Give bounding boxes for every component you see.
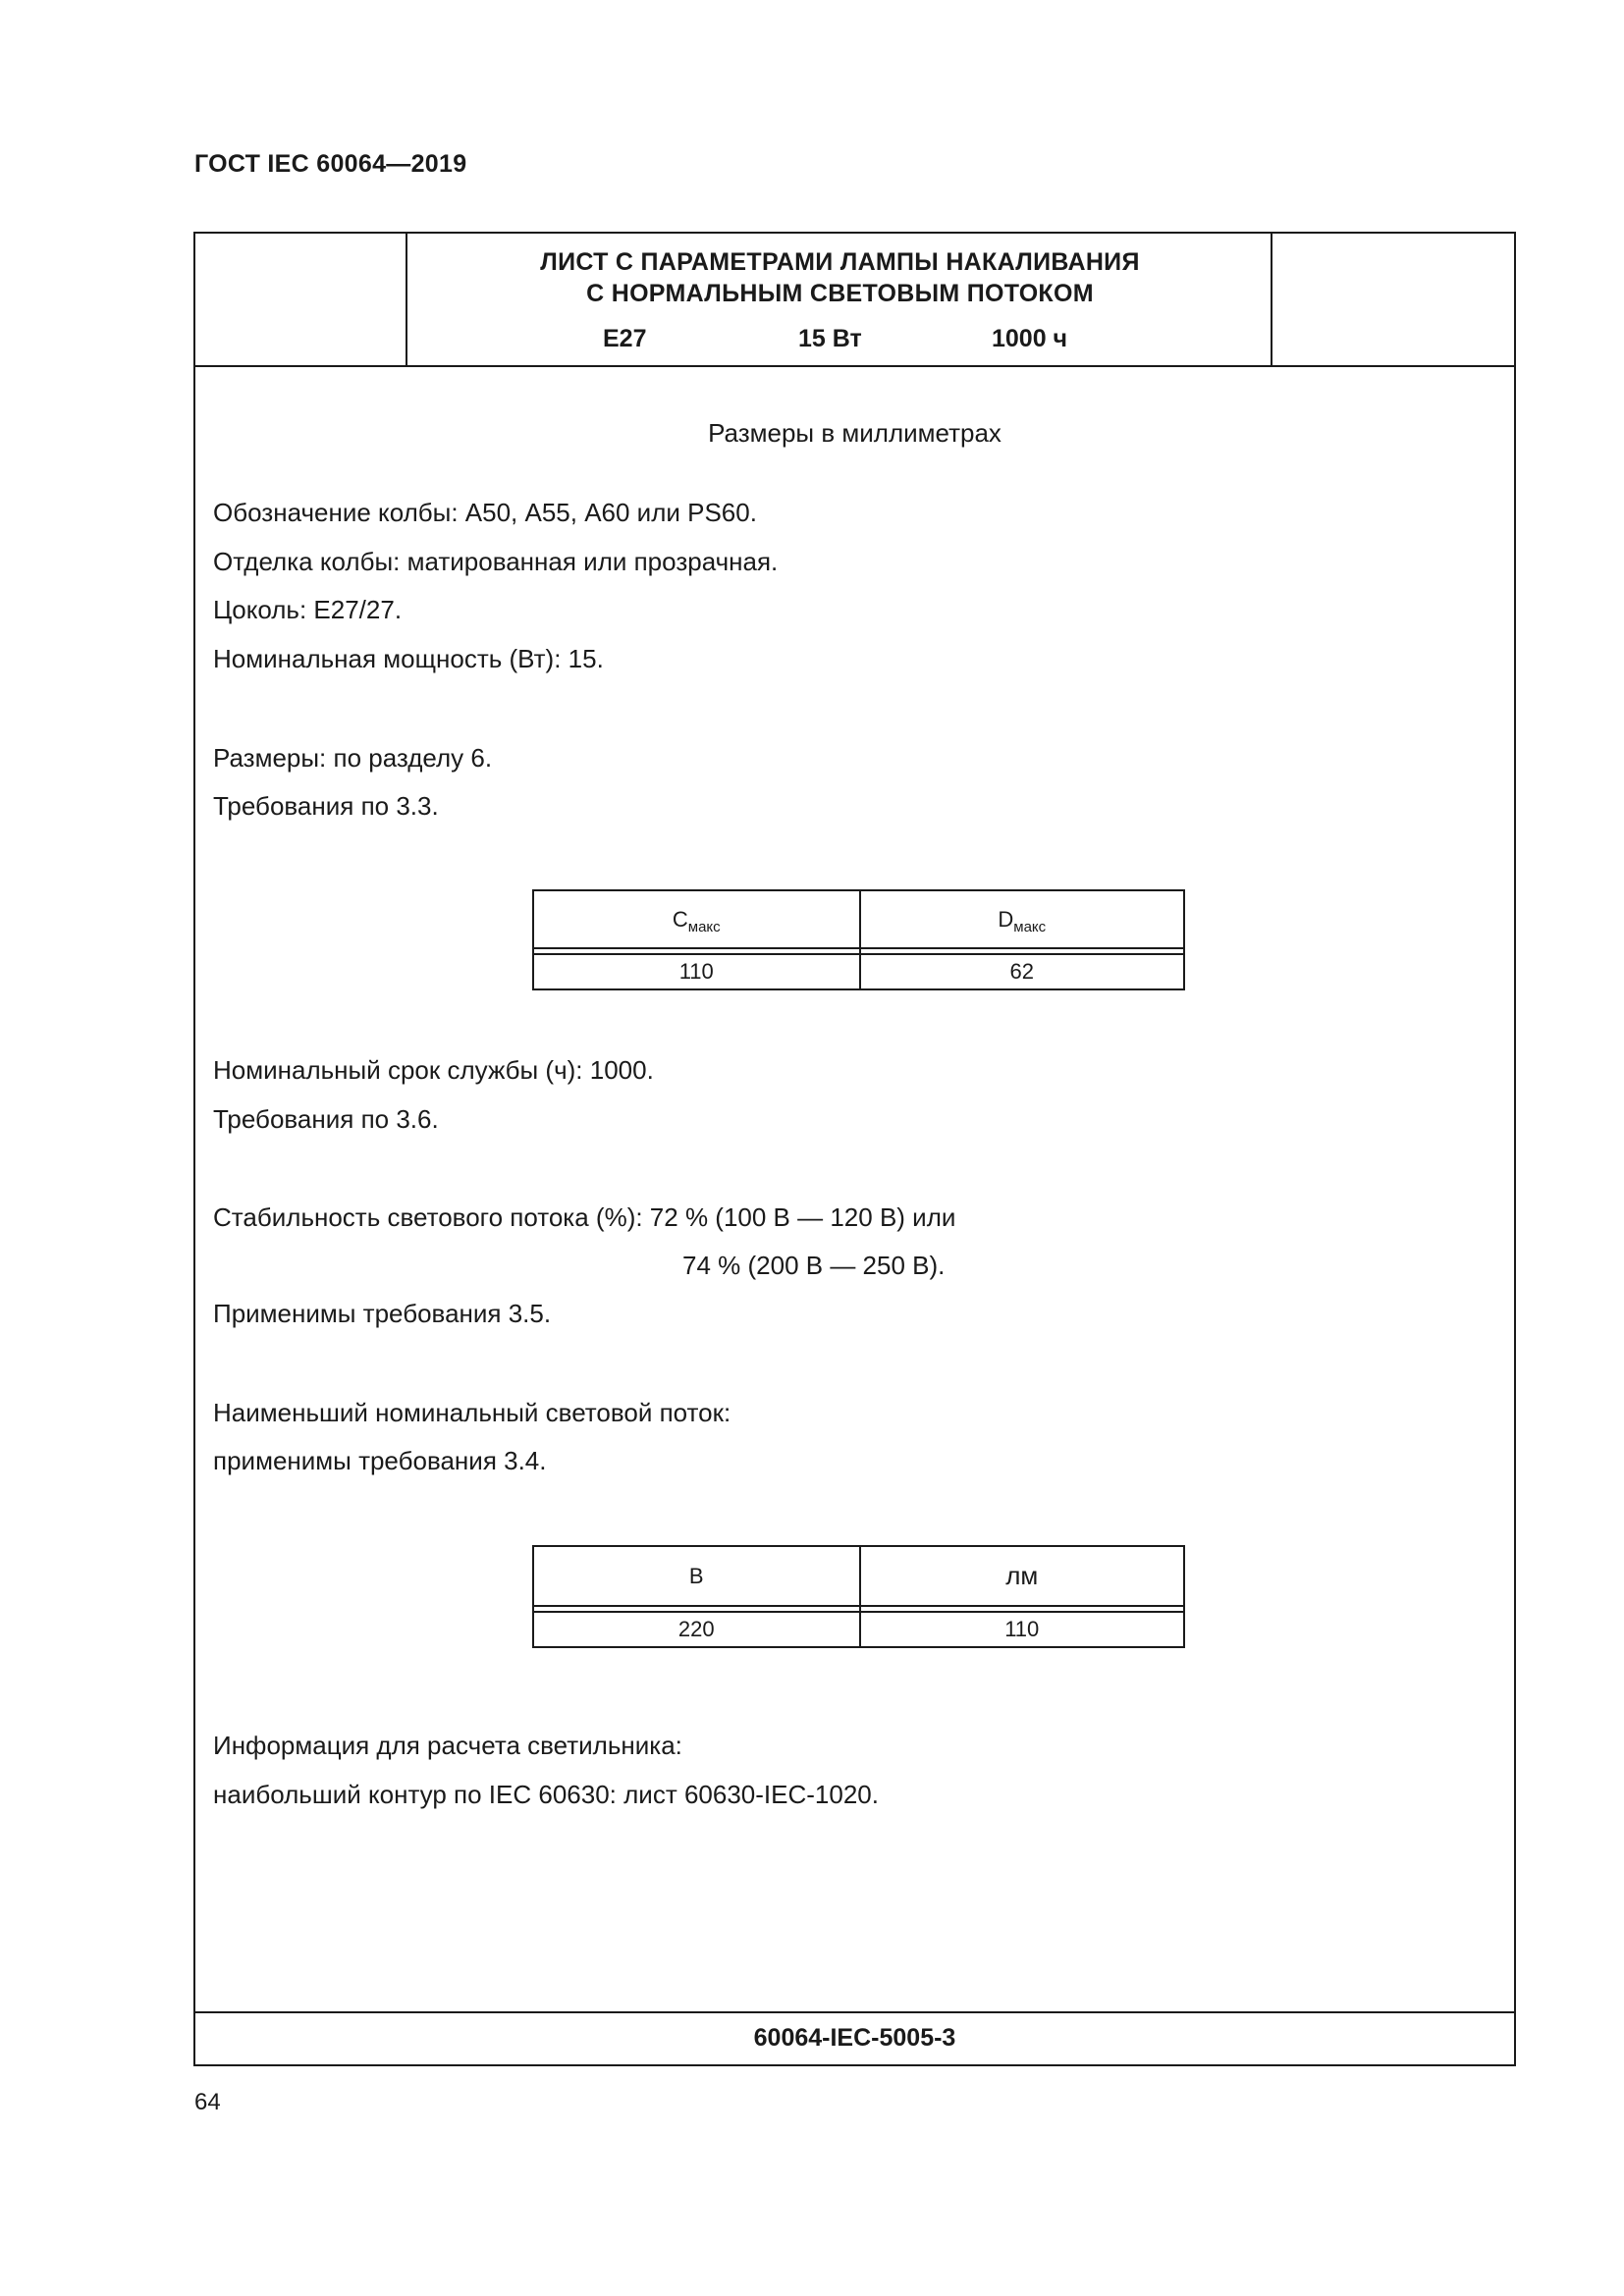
lumen-header: лм: [859, 1547, 1184, 1605]
divider-cell: [534, 949, 859, 953]
c-max-value: 110: [678, 959, 714, 984]
c-max-subscript: макс: [687, 919, 721, 935]
divider-cell: [534, 1607, 859, 1611]
dimensions-table-row: [534, 955, 1183, 988]
sheet-title-line-2: С НОРМАЛЬНЫМ СВЕТОВЫМ ПОТОКОМ: [586, 280, 1094, 307]
divider-cell: [859, 949, 1184, 953]
bulb-finish: Отделка колбы: матированная или прозрачная.: [213, 547, 779, 576]
min-flux-line-1: Наименьший номинальный световой поток:: [213, 1398, 731, 1427]
rated-life: Номинальный срок службы (ч): 1000.: [213, 1055, 654, 1085]
d-max-header: [859, 891, 1184, 947]
dimensions-note: Размеры в миллиметрах: [708, 418, 1001, 448]
dimensions-reference: Размеры: по разделу 6.: [213, 743, 493, 773]
sheet-number: 60064-IEC-5005-3: [195, 2011, 1514, 2064]
voltage-value: 220: [677, 1617, 715, 1641]
param-life: 1000 ч: [992, 325, 1068, 352]
c-max-header: [534, 891, 859, 947]
title-cell-left: [195, 234, 407, 365]
flux-table: [532, 1545, 1185, 1648]
dimension-requirements: Требования по 3.3.: [213, 791, 439, 821]
divider-cell: [859, 1607, 1184, 1611]
standard-designation: ГОСТ IEC 60064—2019: [194, 150, 467, 178]
maintenance-requirements: Применимы требования 3.5.: [213, 1299, 552, 1328]
parameter-sheet-frame: [193, 232, 1516, 2066]
page-number: 64: [194, 2089, 221, 2115]
d-max-subscript: макс: [1013, 919, 1047, 935]
title-cell-center: [407, 234, 1272, 365]
sheet-title-row: [195, 234, 1514, 367]
dimensions-table: [532, 889, 1185, 990]
dimensions-table-header: [534, 891, 1183, 949]
c-max-symbol: C: [672, 907, 688, 932]
bulb-designation: Обозначение колбы: А50, А55, А60 или PS60.: [213, 498, 757, 527]
life-requirements: Требования по 3.6.: [213, 1104, 439, 1134]
sheet-title-parameters: [407, 325, 1272, 356]
d-max-value: 62: [859, 955, 1184, 988]
cap-type: Цоколь: Е27/27.: [213, 595, 403, 624]
rated-wattage: Номинальная мощность (Вт): 15.: [213, 644, 604, 673]
title-cell-right: [1271, 234, 1514, 365]
flux-table-row: [534, 1613, 1183, 1646]
flux-table-header: [534, 1547, 1183, 1607]
voltage-header: В: [688, 1564, 704, 1588]
param-base: E27: [603, 325, 647, 352]
luminaire-info-line-2: наибольший контур по IEC 60630: лист 60630-IEC-1020.: [213, 1780, 879, 1809]
min-flux-line-2: применимы требования 3.4.: [213, 1446, 547, 1475]
sheet-title-line-1: ЛИСТ С ПАРАМЕТРАМИ ЛАМПЫ НАКАЛИВАНИЯ: [540, 248, 1140, 276]
lumen-value: 110: [859, 1613, 1184, 1646]
lumen-maintenance-line-1: Стабильность светового потока (%): 72 % (100 В — 120 В) или: [213, 1202, 956, 1232]
luminaire-info-line-1: Информация для расчета светильника:: [213, 1731, 682, 1760]
d-max-symbol: D: [998, 907, 1014, 932]
param-power: 15 Вт: [798, 325, 862, 352]
lumen-maintenance-line-2: 74 % (200 В — 250 В).: [682, 1251, 946, 1280]
